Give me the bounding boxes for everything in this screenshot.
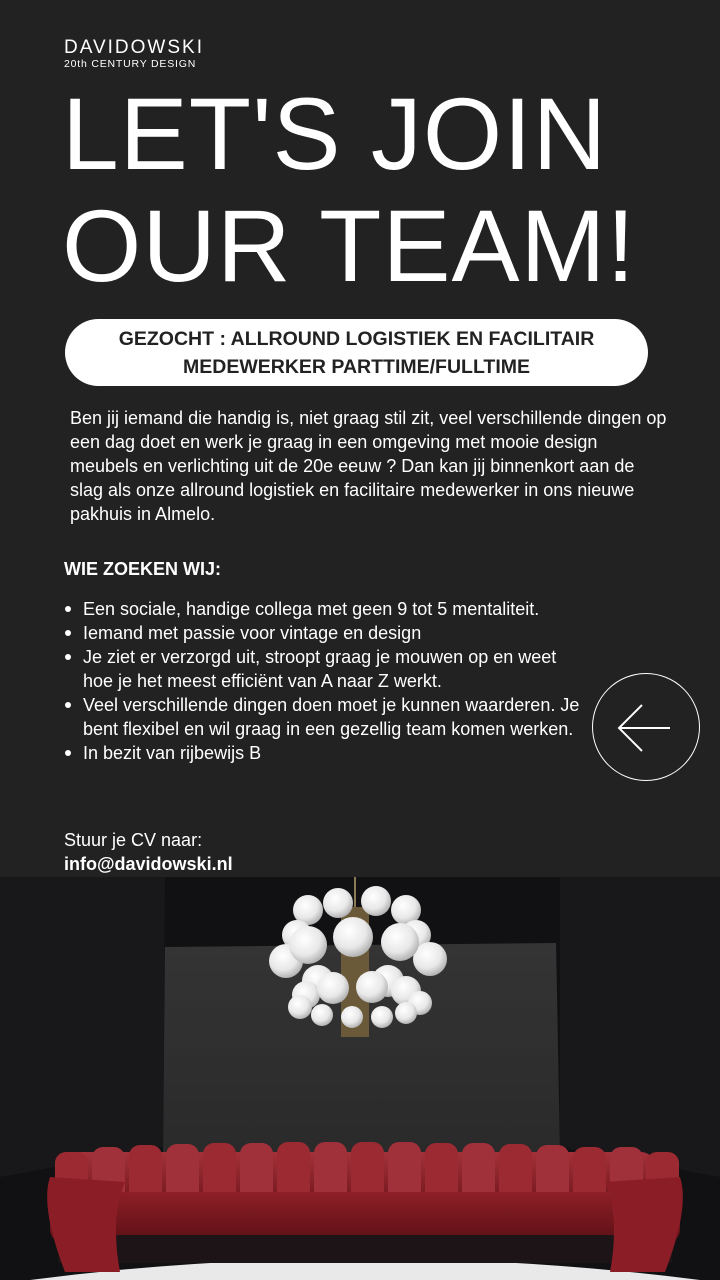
brand-name: DAVIDOWSKI <box>64 37 204 58</box>
intro-text: Ben jij iemand die handig is, niet graag stil zit, veel verschillende dingen op een dag doet en werk je graag in een omgeving met mooie design meubels en verlichting uit de 20e eeuw ? Dan kan jij binnenkort aan de slag als onze allround logistiek en facilitaire medewerker in ons nieuwe pakhuis in Almelo. <box>70 408 667 524</box>
list-item: Je ziet er verzorgd uit, stroopt graag je mouwen op en weet hoe je het meest efficiënt van A naar Z werkt. <box>64 645 584 693</box>
position-badge <box>65 319 648 386</box>
headline <box>62 78 636 302</box>
position-line-2: MEDEWERKER PARTTIME/FULLTIME <box>182 355 530 378</box>
contact-block <box>64 828 233 876</box>
showroom-photo <box>0 877 720 1280</box>
headline-line-1: LET'S JOIN <box>62 77 608 191</box>
requirements-list <box>64 597 584 765</box>
contact-email-link[interactable]: info@davidowski.nl <box>64 854 233 874</box>
brand-logo <box>64 38 204 70</box>
list-item: Veel verschillende dingen doen moet je kunnen waarderen. Je bent flexibel en wil graag in een gezellig team komen werken. <box>64 693 584 741</box>
chandelier <box>269 886 447 1037</box>
back-button[interactable] <box>592 673 700 781</box>
brand-tagline: 20th CENTURY DESIGN <box>64 58 197 70</box>
list-item: Een sociale, handige collega met geen 9 tot 5 mentaliteit. <box>64 597 584 621</box>
position-line-1: GEZOCHT : ALLROUND LOGISTIEK EN FACILITAIR <box>118 327 595 350</box>
list-item: In bezit van rijbewijs B <box>64 741 584 765</box>
requirements-title: WIE ZOEKEN WIJ: <box>64 559 221 579</box>
sofa <box>47 1142 683 1272</box>
contact-label: Stuur je CV naar: <box>64 830 203 850</box>
list-item: Iemand met passie voor vintage en design <box>64 621 584 645</box>
headline-line-2: OUR TEAM! <box>62 189 636 303</box>
arrow-left-icon <box>593 674 701 782</box>
